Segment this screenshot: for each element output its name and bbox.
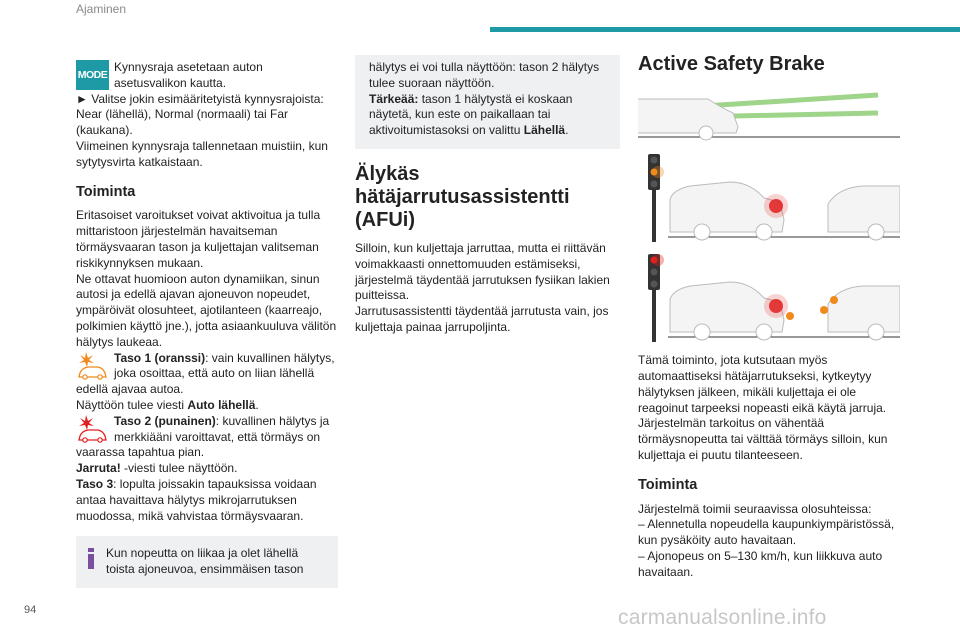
- important-text: tason 1 hälytystä ei koskaan näytetä, kun este on paikallaan tai aktivoitumistasoksi on valittu: [369, 91, 573, 138]
- level1-msg-suffix: .: [255, 397, 259, 412]
- asb-para-2: Järjestelmän tarkoitus on vähentää törmäysnopeutta tai välttää törmäys silloin, kun kuljettaja ei puutu tilanteeseen.: [638, 416, 888, 462]
- car-warning-illustration: [638, 152, 900, 242]
- column-3: [638, 55, 903, 581]
- column-1: [76, 60, 338, 588]
- afui-heading: Älykäs hätäjarrutusassistentti (AFUi): [355, 162, 570, 231]
- operation-para-2: Ne ottavat huomioon auton dynamiikan, sinun autosi ja edellä ajavan ajoneuvon nopeudet, ympäröivät olosuhteet, ajotilanteen (kaarreajo, polkimien käyttö jne.), jotta asiaankuuluva välitön hälytys laukeaa.: [76, 271, 337, 349]
- illustration-braking: [638, 252, 903, 347]
- collision-warning-orange-icon: [76, 351, 109, 381]
- info-icon: [88, 548, 94, 569]
- level1-label: Taso 1 (oranssi): [114, 350, 206, 365]
- car-approach-illustration: [638, 87, 900, 141]
- level2-label: Taso 2 (punainen): [114, 413, 216, 428]
- asb-para-1: Tämä toiminto, jota kutsutaan myös automaattiseksi hätäjarrutukseksi, kytkeytyy hälytyksen jälkeen, mikäli kuljettaja ei ole reagoinut tarpeeksi nopeasti eikä käytä jarruja.: [638, 353, 887, 415]
- afui-para-1: Silloin, kun kuljettaja jarruttaa, mutta ei riittävän voimakkaasti onnettomuuden estämiseksi, järjestelmä täydentää jarrutuksen fysiikan lakien puitteissa.: [355, 240, 610, 303]
- level3-label: Taso 3: [76, 476, 114, 491]
- level1-msg-bold: Auto lähellä: [187, 397, 256, 412]
- important-suffix: .: [565, 123, 569, 138]
- level3-text: : lopulta joissakin tapauksissa voidaan antaa havaittava hälytys mikrojarrutuksen muodossa, mikä vahvistaa törmäysvaaran.: [76, 476, 317, 523]
- info-box-continued: [355, 55, 620, 149]
- info-text: Kun nopeutta on liikaa ja olet lähellä toista ajoneuvoa, ensimmäisen tason: [106, 546, 304, 577]
- watermark: carmanualsonline.info: [618, 606, 827, 629]
- info-box-continued-text: hälytys ei voi tulla näyttöön: tason 2 hälytys tulee suoraan näyttöön.: [369, 60, 600, 90]
- collision-warning-red-icon: [76, 414, 109, 444]
- illustration-warning: [638, 152, 903, 247]
- select-threshold-text: ► Valitse jokin esimääritetyistä kynnysrajoista: Near (lähellä), Normal (normaali) tai Far (kaukana).: [76, 91, 324, 138]
- illustration-approach: [638, 87, 903, 146]
- mode-badge-icon: MODE: [76, 60, 109, 90]
- condition-2: – Ajonopeus on 5–130 km/h, kun liikkuva auto havaitaan.: [638, 548, 883, 579]
- mode-text: Kynnysraja asetetaan auton asetusvalikon kautta.: [114, 60, 263, 90]
- mode-block: [76, 60, 338, 92]
- column-2: [355, 55, 620, 336]
- level1-msg-prefix: Näyttöön tulee viesti: [76, 397, 188, 412]
- important-bold: Lähellä: [523, 123, 566, 138]
- afui-para-2: Jarrutusassistentti täydentää jarrutusta vain, jos kuljettaja painaa jarrupoljinta.: [355, 304, 609, 334]
- operation-para-1: Eritasoiset varoitukset voivat aktivoitua ja tulla mittaristoon järjestelmän havaitseman törmäysvaaran tason ja kuljettajan valitseman riskikynnyksen mukaan.: [76, 208, 321, 270]
- memory-text: Viimeinen kynnysraja tallennetaan muistiin, kun sytytysvirta katkaistaan.: [76, 138, 328, 169]
- condition-1: – Alennetulla nopeudella kaupunkiympäristössä, kun pysäköity auto havaitaan.: [638, 517, 895, 548]
- operation-heading: Toiminta: [76, 183, 136, 200]
- asb-heading: Active Safety Brake: [638, 53, 825, 75]
- level2-text: : kuvallinen hälytys ja merkkiääni varoittavat, että törmäys on vaarassa tapahtua pian.: [76, 413, 330, 460]
- car-braking-illustration: [638, 252, 900, 342]
- header-accent-bar: [490, 27, 960, 32]
- conditions-intro: Järjestelmä toimii seuraavissa olosuhteissa:: [638, 501, 872, 516]
- info-box: [76, 536, 338, 588]
- level2-msg-bold: Jarruta!: [76, 461, 121, 476]
- level2-msg-suffix: -viesti tulee näyttöön.: [120, 461, 238, 476]
- important-label: Tärkeää:: [369, 91, 419, 106]
- level2-block: [76, 414, 338, 461]
- asb-subheading: Toiminta: [638, 476, 698, 493]
- section-title: Ajaminen: [76, 2, 127, 16]
- level1-block: [76, 351, 338, 398]
- level1-text: : vain kuvallinen hälytys, joka osoittaa, että auto on liian lähellä edellä ajavaa autoa.: [76, 350, 335, 397]
- page-number: 94: [24, 604, 37, 616]
